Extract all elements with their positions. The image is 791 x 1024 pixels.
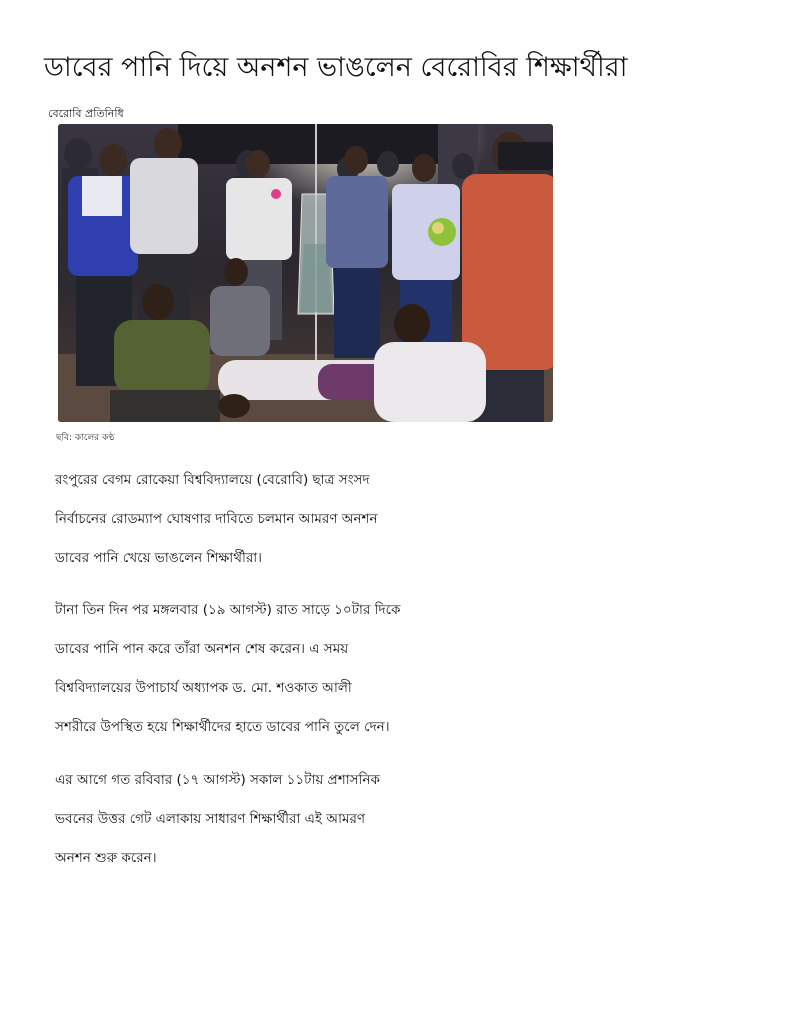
article-headline: ডাবের পানি দিয়ে অনশন ভাঙলেন বেরোবির শিক্ষার্থীরা [44, 52, 628, 83]
paragraph-line: নির্বাচনের রোডম্যাপ ঘোষণার দাবিতে চলমান আমরণ অনশন [55, 511, 378, 527]
article-photo [58, 124, 553, 422]
paragraph-line: ভবনের উত্তর গেট এলাকায় সাধারণ শিক্ষার্থীরা এই আমরণ [55, 811, 366, 827]
paragraph-line: ডাবের পানি খেয়ে ভাঙলেন শিক্ষার্থীরা। [55, 550, 262, 566]
paragraph-line: এর আগে গত রবিবার (১৭ আগস্ট) সকাল ১১টায় প্রশাসনিক [55, 772, 380, 788]
photo-caption: ছবি: কালের কণ্ঠ [56, 433, 115, 443]
paragraph-line: টানা তিন দিন পর মঙ্গলবার (১৯ আগস্ট) রাত সাড়ে ১০টার দিকে [55, 602, 401, 618]
article-paragraph-3 [55, 770, 575, 868]
article-paragraph-2 [55, 600, 575, 737]
article-paragraph-1 [55, 470, 575, 568]
paragraph-line: সশরীরে উপস্থিত হয়ে শিক্ষার্থীদের হাতে ডাবের পানি তুলে দেন। [55, 719, 390, 735]
article-byline: বেরোবি প্রতিনিধি [48, 107, 124, 120]
photo-illustration [58, 124, 553, 422]
paragraph-line: অনশন শুরু করেন। [55, 850, 157, 866]
paragraph-line: রংপুরের বেগম রোকেয়া বিশ্ববিদ্যালয়ে (বেরোবি) ছাত্র সংসদ [55, 472, 370, 488]
paragraph-line: বিশ্ববিদ্যালয়ের উপাচার্য অধ্যাপক ড. মো. শওকাত আলী [55, 680, 352, 696]
paragraph-line: ডাবের পানি পান করে তাঁরা অনশন শেষ করেন। এ সময় [55, 641, 349, 657]
